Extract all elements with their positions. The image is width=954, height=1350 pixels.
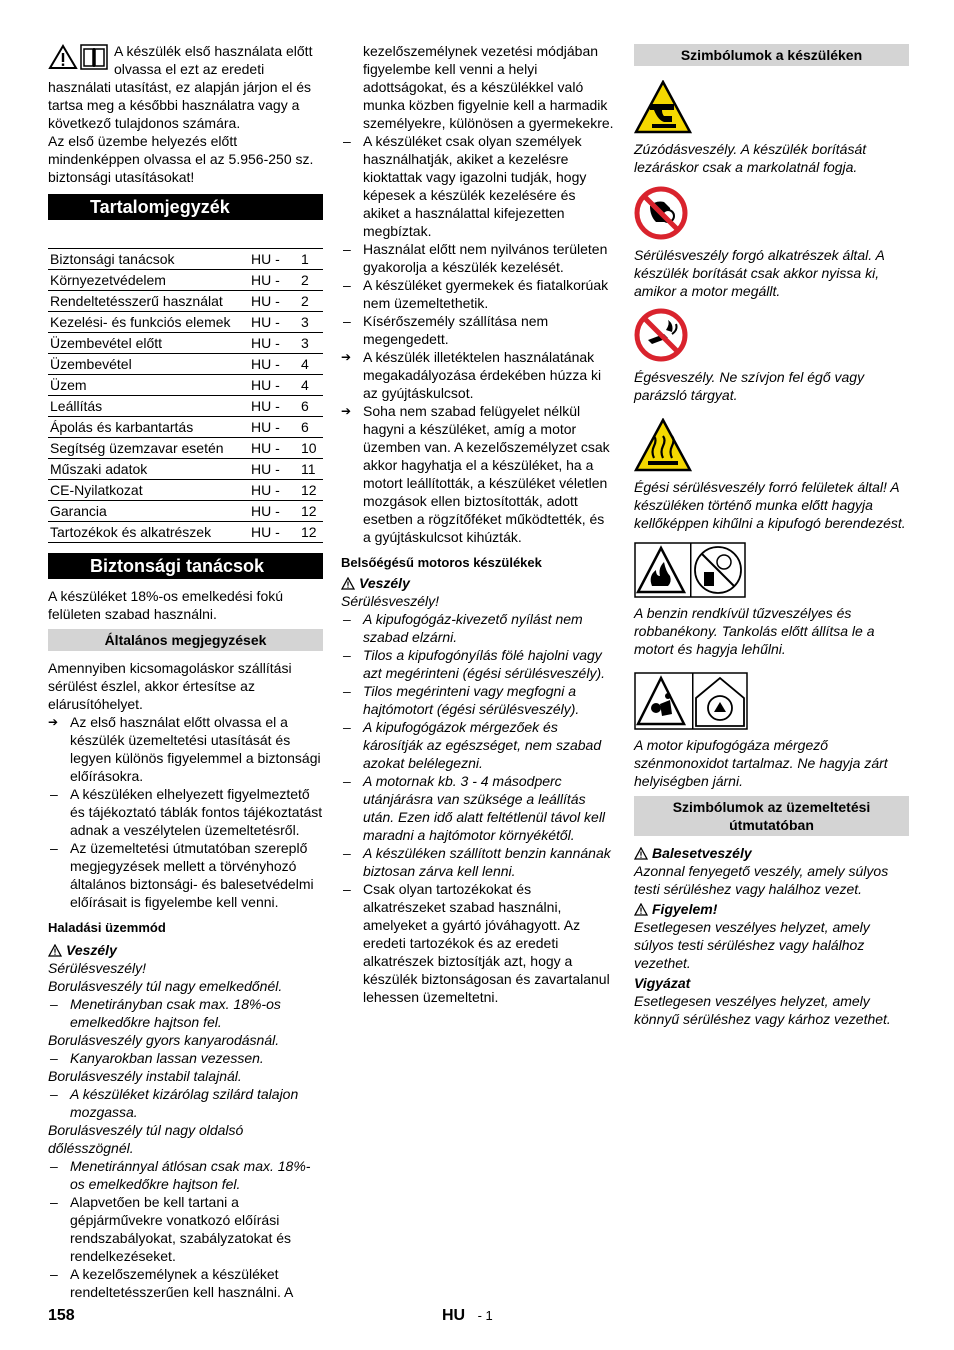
symbol-3-text: Égésveszély. Ne szívjon fel égő vagy parázsló tárgyat. <box>634 369 865 403</box>
general-paragraph: Amennyiben kicsomagoláskor szállítási sérülést észlel, akkor értesítse az elárusítóhelyet. <box>48 660 292 712</box>
engine-dash-list <box>341 610 614 880</box>
toc-title: Kezelési- és funkciós elemek <box>48 312 249 333</box>
accident-label: Balesetveszély <box>634 844 909 862</box>
operator-dash-list <box>341 132 614 348</box>
symbol-2-text: Sérülésveszély forgó alkatrészek által. A készülék borítását csak akkor nyissa ki, amikor a motor megállt. <box>634 247 885 299</box>
toc-page: 6 <box>299 396 323 417</box>
fuel-fire-hazard-icon <box>634 542 746 598</box>
toc-page: 2 <box>299 291 323 312</box>
toc-lang: HU - <box>249 522 299 543</box>
toc-title: Segítség üzemzavar esetén <box>48 438 249 459</box>
list-item: – A kipufogógázok mérgezőek és károsítják az egészséget, nem szabad azokat belélegezni. <box>341 718 614 772</box>
toc-title: CE-Nyilatkozat <box>48 480 249 501</box>
footer-lang: HU - 1 <box>442 1307 493 1324</box>
list-item: ➔ A készülék illetéktelen használatának megakadályozása érdekében húzza ki az gyújtáskulcsot. <box>341 348 614 402</box>
rotating-parts-hazard-icon <box>634 186 688 240</box>
toc-title: Üzembevétel előtt <box>48 333 249 354</box>
list-item: – Az üzemeltetési útmutatóban szereplő megjegyzések mellett a törvényhozó általános biztonsági- és balesetvédelmi előírásait is figyelembe kell venni. <box>48 839 323 911</box>
toc-row <box>48 417 323 438</box>
page-number: 158 <box>48 1307 75 1324</box>
travel-note-2: Borulásveszély gyors kanyarodásnál. <box>48 1032 280 1048</box>
exhaust-gas-hazard-icon <box>634 672 748 730</box>
list-item: – Tilos a kipufogónyílás fölé hajolni vagy azt megérinteni (égési sérülésveszély). <box>341 646 614 682</box>
symbol-6-text: A motor kipufogógáza mérgező szénmonoxidot tartalmaz. Ne hagyja zárt helyiségben járni. <box>634 737 888 789</box>
toc-page: 4 <box>299 354 323 375</box>
list-item: ➔ Soha nem szabad felügyelet nélkül hagyni a készüléket, amíg a motor üzemben van. A kezelőszemélyzet csak akkor hagyhatja el a készüléket, ha a motort leállították, a készüléket véletlen mozgások ellen biztosították, adott esetben a rögzítőféket működtették, és a gyújtáskulcsot kihúzták. <box>341 402 614 546</box>
toc-lang: HU - <box>249 501 299 522</box>
column-3 <box>634 42 909 1028</box>
no-burning-objects-icon <box>634 308 688 362</box>
device-symbols-heading: Szimbólumok a készüléken <box>634 44 909 66</box>
toc-lang: HU - <box>249 438 299 459</box>
toc-title: Leállítás <box>48 396 249 417</box>
intro-paragraph-2: Az első üzembe helyezés előtt mindenképpen olvassa el az 5.956-250 sz. biztonsági utasításokat! <box>48 133 314 185</box>
toc-row <box>48 522 323 543</box>
symbol-1-text: Zúzódásveszély. A készülék borítását lezáráskor csak a markolatnál fogja. <box>634 141 867 175</box>
toc-row <box>48 459 323 480</box>
general-arrow-list <box>48 713 323 785</box>
manual-book-icon <box>80 44 108 70</box>
safety-paragraph: A készüléket 18%-os emelkedési fokú felületen szabad használni. <box>48 588 284 622</box>
travel-note-1: Borulásveszély túl nagy emelkedőnél. <box>48 978 283 994</box>
toc-title: Biztonsági tanácsok <box>48 249 249 270</box>
general-dash-list <box>48 785 323 911</box>
toc-row <box>48 354 323 375</box>
general-notes-heading: Általános megjegyzések <box>48 629 323 651</box>
column-1 <box>48 42 323 1301</box>
toc-lang: HU - <box>249 249 299 270</box>
toc-row <box>48 375 323 396</box>
toc-row <box>48 291 323 312</box>
list-item: – Használat előtt nem nyilvános területen gyakorolja a készülék kezelését. <box>341 240 614 276</box>
list-item: – A készüléket kizárólag szilárd talajon mozgassa. <box>48 1085 323 1121</box>
operator-arrow-list <box>341 348 614 546</box>
hot-surface-icon <box>634 418 692 472</box>
toc-lang: HU - <box>249 354 299 375</box>
toc-page: 12 <box>299 501 323 522</box>
symbol-5-text: A benzin rendkívül tűzveszélyes és robbanékony. Tankolás előtt állítsa le a motort és hagyja lehűlni. <box>634 605 875 657</box>
toc-title: Tartozékok és alkatrészek <box>48 522 249 543</box>
danger-label: Veszély <box>48 941 323 959</box>
toc-page: 12 <box>299 480 323 501</box>
travel-note-3: Borulásveszély instabil talajnál. <box>48 1068 242 1084</box>
toc-page: 3 <box>299 333 323 354</box>
toc-row <box>48 438 323 459</box>
toc-page: 2 <box>299 270 323 291</box>
warning-triangle-icon <box>48 944 62 957</box>
caution-label: Vigyázat <box>634 975 691 991</box>
toc-table <box>48 248 323 543</box>
toc-lang: HU - <box>249 375 299 396</box>
toc-lang: HU - <box>249 333 299 354</box>
toc-row <box>48 249 323 270</box>
list-item: – A motornak kb. 3 - 4 másodperc utánjárásra van szüksége a leállítás után. Ezen idő alatt feltétlenül távol kell maradni a hajtómotor környékétől. <box>341 772 614 844</box>
list-item: – A készüléken szállított benzin kannának biztosan zárva kell lenni. <box>341 844 614 880</box>
toc-lang: HU - <box>249 417 299 438</box>
toc-page: 1 <box>299 249 323 270</box>
warning-triangle-icon <box>634 903 648 916</box>
injury-text: Sérülésveszély! <box>48 960 147 976</box>
list-item: – A kipufogógáz-kivezető nyílást nem szabad elzárni. <box>341 610 614 646</box>
toc-title: Környezetvédelem <box>48 270 249 291</box>
toc-lang: HU - <box>249 312 299 333</box>
continued-paragraph: kezelőszemélynek vezetési módjában figyelembe kell venni a helyi adottságokat, és a készülékkel való munka közben figyelnie kell a harmadik személyekre, különösen a gyermekekre. <box>363 43 614 131</box>
accident-text: Azonnal fenyegető veszély, amely súlyos testi sérüléshez vagy halálhoz vezet. <box>634 863 889 897</box>
warning-triangle-icon <box>341 577 355 590</box>
toc-title: Ápolás és karbantartás <box>48 417 249 438</box>
list-item: – Menetirányban csak max. 18%-os emelkedőkre hajtson fel. <box>48 995 323 1031</box>
list-item: – Tilos megérinteni vagy megfogni a hajtómotort (égési sérülésveszély). <box>341 682 614 718</box>
intro-paragraph: A készülék első használata előtt olvassa el ezt az eredeti használati utasítást, ez alapján járjon el és tartsa meg a későbbi használatra vagy a következő tulajdonos számára. <box>48 43 313 131</box>
toc-title: Üzem <box>48 375 249 396</box>
caution-text: Esetlegesen veszélyes helyzet, amely könnyű sérüléshez vagy kárhoz vezethet. <box>634 993 891 1027</box>
safety-heading: Biztonsági tanácsok <box>48 553 323 579</box>
warning-triangle-icon <box>634 847 648 860</box>
toc-page: 11 <box>299 459 323 480</box>
toc-row <box>48 501 323 522</box>
toc-title: Rendeltetésszerű használat <box>48 291 249 312</box>
toc-page: 3 <box>299 312 323 333</box>
toc-page: 10 <box>299 438 323 459</box>
intro-icons <box>48 44 108 70</box>
list-item: – Menetiránnyal átlósan csak max. 18%-os emelkedőkre hajtson fel. <box>48 1157 323 1193</box>
toc-row <box>48 480 323 501</box>
toc-row <box>48 312 323 333</box>
list-item: – Alapvetően be kell tartani a gépjárművekre vonatkozó előírási rendszabályokat, szabályzatokat és rendelkezéseket. <box>48 1193 323 1265</box>
list-item: – A készüléket csak olyan személyek használhatják, akiket a kezelésre kioktattak vagy igazolni tudják, hogy képesek a készülék kezelésére és akiket a használattal kifejezetten megbíztak. <box>341 132 614 240</box>
toc-lang: HU - <box>249 396 299 417</box>
list-item: – A készüléket gyermekek és fiatalkorúak nem üzemeltethetik. <box>341 276 614 312</box>
warning-label: Figyelem! <box>634 900 909 918</box>
toc-page: 4 <box>299 375 323 396</box>
warning-triangle-icon <box>48 44 78 70</box>
toc-row <box>48 396 323 417</box>
crushing-hazard-icon <box>634 80 692 134</box>
toc-title: Garancia <box>48 501 249 522</box>
list-item: – A kezelőszemélynek a készüléket rendeltetésszerűen kell használni. A <box>48 1265 323 1301</box>
manual-symbols-heading: Szimbólumok az üzemeltetési útmutatóban <box>634 796 909 836</box>
toc-page: 12 <box>299 522 323 543</box>
symbol-4-text: Égési sérülésveszély forró felületek által! A készüléken történő munka előtt hagyja kellőképpen kihűlni a kipufogó berendezést. <box>634 479 906 531</box>
list-item: – Kísérőszemély szállítása nem megengedett. <box>341 312 614 348</box>
toc-row <box>48 333 323 354</box>
list-item: ➔ Az első használat előtt olvassa el a készülék üzemeltetési utasítását és legyen különös figyelemmel a biztonsági előírásokra. <box>48 713 323 785</box>
warning-text: Esetlegesen veszélyes helyzet, amely súlyos testi sérüléshez vagy halálhoz vezethet. <box>634 919 870 971</box>
toc-lang: HU - <box>249 459 299 480</box>
column-2 <box>341 42 614 1006</box>
toc-lang: HU - <box>249 270 299 291</box>
combustion-engine-heading: Belsőégésű motoros készülékek <box>341 555 542 570</box>
toc-lang: HU - <box>249 480 299 501</box>
toc-page: 6 <box>299 417 323 438</box>
travel-mode-heading: Haladási üzemmód <box>48 920 166 935</box>
toc-title: Üzembevétel <box>48 354 249 375</box>
toc-row <box>48 270 323 291</box>
list-item: – Kanyarokban lassan vezessen. <box>48 1049 323 1067</box>
toc-heading: Tartalomjegyzék <box>48 194 323 220</box>
danger-label: Veszély <box>341 574 614 592</box>
injury-text: Sérülésveszély! <box>341 593 440 609</box>
toc-title: Műszaki adatok <box>48 459 249 480</box>
travel-note-4: Borulásveszély túl nagy oldalsó dőlésszögnél. <box>48 1122 244 1156</box>
toc-lang: HU - <box>249 291 299 312</box>
list-item: – A készüléken elhelyezett figyelmeztető és tájékoztató táblák fontos tájékoztatást adnak a veszélytelen üzemeltetésről. <box>48 785 323 839</box>
list-item: – Csak olyan tartozékokat és alkatrészeket szabad használni, amelyeket a gyártó jóváhagyott. Az eredeti tartozékok és az eredeti alkatrészek biztosítják azt, hogy a készülék biztonságosan és zavartalanul lehessen üzemeltetni. <box>341 880 614 1006</box>
